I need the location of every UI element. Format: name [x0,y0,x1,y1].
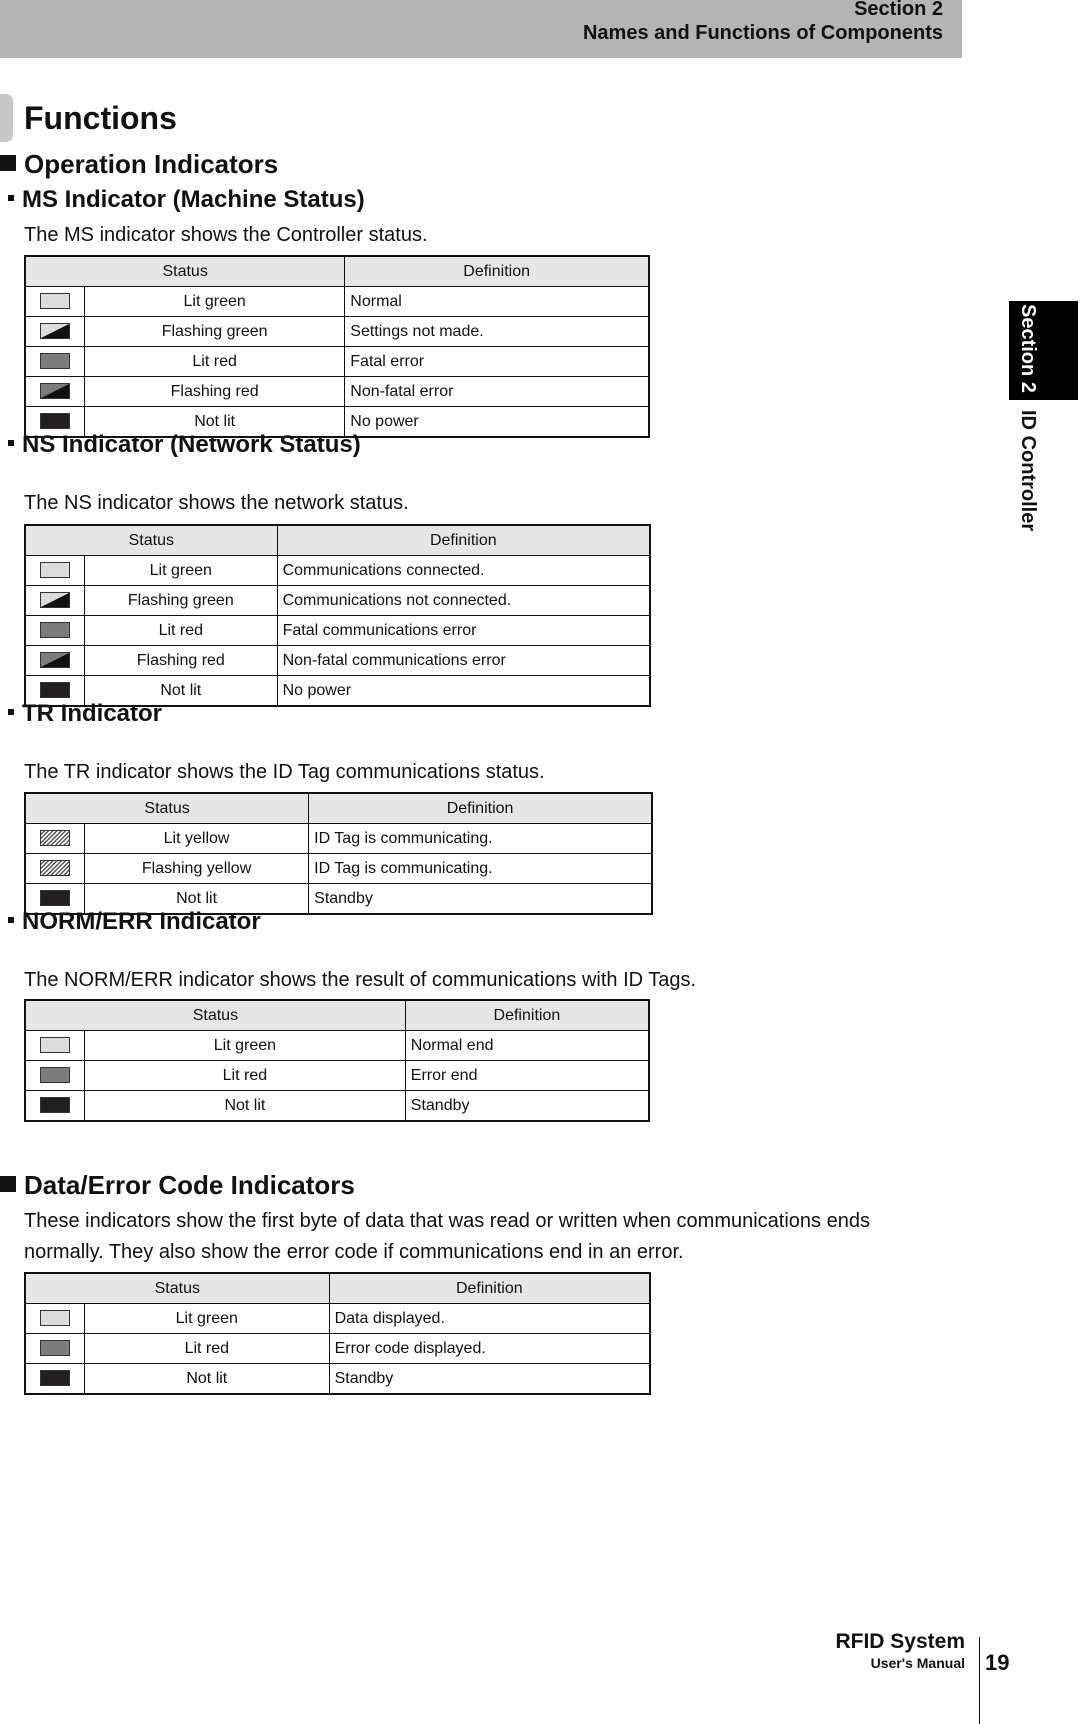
bullet-icon [8,709,14,715]
col-definition: Definition [345,256,649,287]
indicator-cell [25,347,85,377]
status-cell: Flashing yellow [85,854,309,884]
footer-product: RFID System [835,1630,965,1653]
not-lit-indicator-icon [40,1370,70,1386]
definition-cell: Error code displayed. [329,1334,650,1364]
not-lit-indicator-icon [40,682,70,698]
table-row [25,646,650,676]
table-row [25,616,650,646]
lit-green-indicator-icon [40,562,70,578]
status-table [24,255,650,438]
status-cell: Lit green [85,287,345,317]
definition-cell: No power [277,676,650,707]
definition-cell: Standby [405,1091,649,1122]
table-row [25,1364,650,1395]
table-row [25,854,652,884]
col-definition: Definition [329,1273,650,1304]
square-bullet-icon [0,155,16,171]
table-row [25,347,649,377]
table-header [25,1000,649,1031]
status-table [24,792,653,915]
bullet-icon [8,195,14,201]
lit-green-indicator-icon [40,1310,70,1326]
status-cell: Not lit [85,676,278,707]
indicator-cell [25,616,85,646]
description: The TR indicator shows the ID Tag communications status. [24,761,545,783]
definition-cell: Settings not made. [345,317,649,347]
definition-cell: Normal end [405,1031,649,1061]
status-cell: Lit red [85,1061,406,1091]
definition-cell: Communications connected. [277,556,650,586]
definition-cell: Non-fatal communications error [277,646,650,676]
heading-text: Operation Indicators [24,149,279,179]
col-status: Status [25,1000,405,1031]
status-cell: Lit yellow [85,824,309,854]
table-row [25,317,649,347]
definition-cell: Fatal communications error [277,616,650,646]
description: The MS indicator shows the Controller status. [24,224,428,246]
table-row [25,1031,649,1061]
description: These indicators show the first byte of data that was read or written when communications ends [24,1210,870,1232]
table-row [25,1091,649,1122]
bullet-icon [8,440,14,446]
description: normally. They also show the error code if communications end in an error. [24,1241,684,1263]
table-row [25,1061,649,1091]
indicator-cell [25,317,85,347]
flash-red-indicator-icon [40,383,70,399]
status-cell: Flashing red [85,377,345,407]
col-definition: Definition [277,525,650,556]
header-section: Section 2 [854,0,943,20]
header-chapter: Names and Functions of Components [582,22,943,44]
status-table [24,524,651,707]
page-title: Functions [24,100,177,136]
status-cell: Flashing green [85,586,278,616]
description: The NS indicator shows the network status. [24,492,409,514]
side-tab-title: ID Controller [1017,410,1039,532]
status-cell: Lit red [85,616,278,646]
definition-cell: No power [345,407,649,438]
table-header [25,793,652,824]
indicator-cell [25,287,85,317]
table-row [25,1334,650,1364]
not-lit-indicator-icon [40,890,70,906]
status-cell: Lit green [85,556,278,586]
bullet-icon [8,917,14,923]
col-status: Status [25,793,309,824]
col-definition: Definition [309,793,652,824]
heading-text: TR Indicator [22,700,163,727]
table-row [25,556,650,586]
lit-red-indicator-icon [40,353,70,369]
indicator-cell [25,1334,85,1364]
status-cell: Flashing red [85,646,278,676]
definition-cell: Standby [329,1364,650,1395]
subsection-heading [8,186,365,214]
status-table [24,1272,651,1395]
indicator-cell [25,377,85,407]
flash-green-indicator-icon [40,592,70,608]
definition-cell: ID Tag is communicating. [309,854,652,884]
indicator-cell [25,1061,85,1091]
indicator-cell [25,1304,85,1334]
flash-green-indicator-icon [40,323,70,339]
status-cell: Not lit [85,1091,406,1122]
title-marker [0,94,13,142]
indicator-cell [25,824,85,854]
table-row [25,377,649,407]
page-number: 19 [985,1650,1010,1675]
heading-text: MS Indicator (Machine Status) [22,186,365,213]
lit-green-indicator-icon [40,293,70,309]
definition-cell: Data displayed. [329,1304,650,1334]
heading-text: Data/Error Code Indicators [24,1170,355,1200]
subsection-heading [8,700,162,728]
table-row [25,1304,650,1334]
subsection-heading [8,431,361,459]
col-status: Status [25,1273,329,1304]
table-header [25,1273,650,1304]
indicator-cell [25,1364,85,1395]
definition-cell: Normal [345,287,649,317]
flash-red-indicator-icon [40,652,70,668]
lit-red-indicator-icon [40,1340,70,1356]
col-status: Status [25,256,345,287]
footer-manual: User's Manual [870,1655,965,1671]
status-cell: Lit green [85,1304,330,1334]
definition-cell: Standby [309,884,652,915]
definition-cell: Error end [405,1061,649,1091]
definition-cell: Communications not connected. [277,586,650,616]
page-header [0,0,962,58]
col-definition: Definition [405,1000,649,1031]
subsection-heading [8,908,261,936]
indicator-cell [25,646,85,676]
status-table [24,999,650,1122]
lit-red-indicator-icon [40,622,70,638]
yellow-indicator-icon [40,830,70,846]
description: The NORM/ERR indicator shows the result of communications with ID Tags. [24,969,697,991]
status-cell: Flashing green [85,317,345,347]
definition-cell: Non-fatal error [345,377,649,407]
status-cell: Not lit [85,407,345,438]
table-header [25,525,650,556]
side-tab-section: Section 2 [1017,304,1039,393]
indicator-cell [25,586,85,616]
not-lit-indicator-icon [40,1097,70,1113]
status-cell: Not lit [85,1364,330,1395]
lit-green-indicator-icon [40,1037,70,1053]
status-cell: Not lit [85,884,309,915]
footer-divider [979,1637,980,1724]
heading-operation-indicators [0,149,278,180]
definition-cell: ID Tag is communicating. [309,824,652,854]
indicator-cell [25,1091,85,1122]
lit-red-indicator-icon [40,1067,70,1083]
table-row [25,824,652,854]
heading-text: NS Indicator (Network Status) [22,431,361,458]
square-bullet-icon [0,1176,16,1192]
status-cell: Lit red [85,347,345,377]
definition-cell: Fatal error [345,347,649,377]
status-cell: Lit green [85,1031,406,1061]
yellow-indicator-icon [40,860,70,876]
indicator-cell [25,854,85,884]
heading-text: NORM/ERR Indicator [22,908,261,935]
table-header [25,256,649,287]
table-row [25,586,650,616]
col-status: Status [25,525,277,556]
indicator-cell [25,1031,85,1061]
indicator-cell [25,556,85,586]
status-cell: Lit red [85,1334,330,1364]
heading-data-error [0,1170,355,1201]
not-lit-indicator-icon [40,413,70,429]
table-row [25,287,649,317]
